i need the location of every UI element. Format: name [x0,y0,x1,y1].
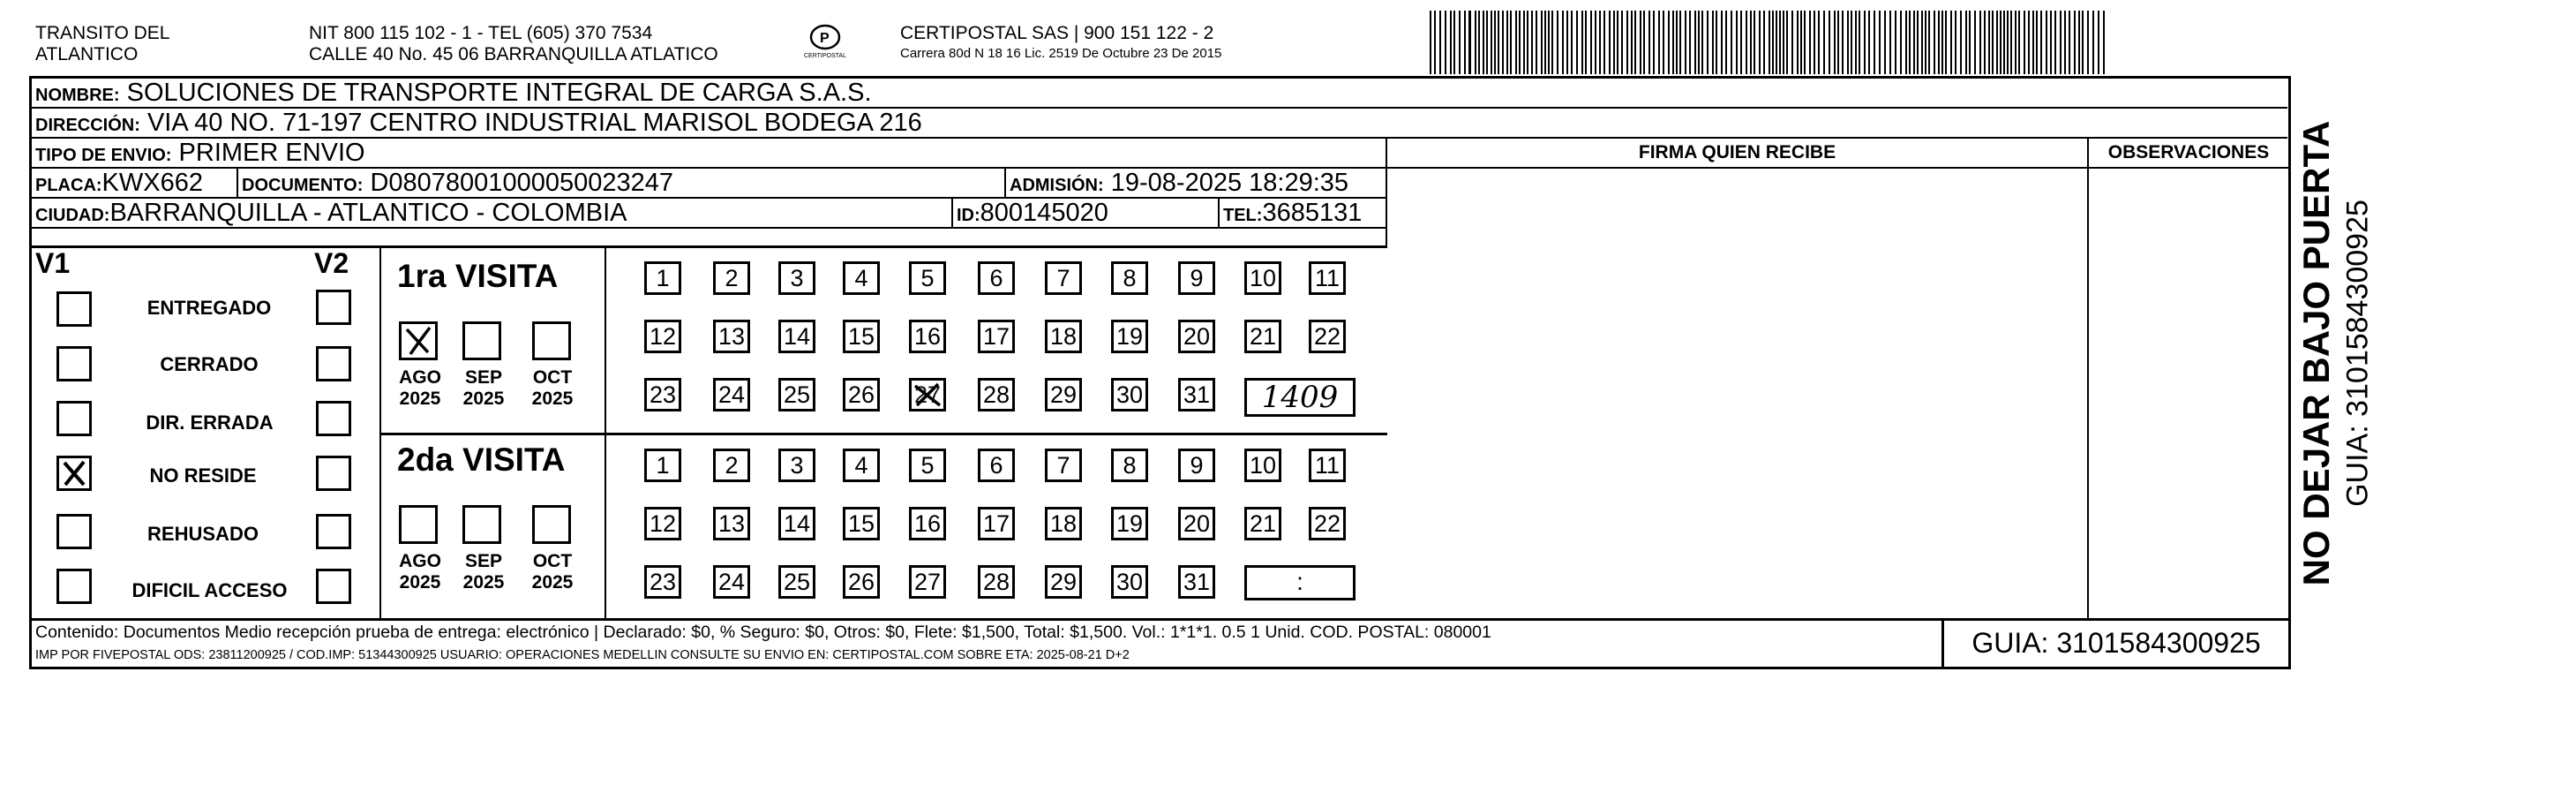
tel-cell [1220,199,1387,229]
tipo-label: TIPO DE ENVIO: [35,146,172,165]
first-month-ago-box[interactable] [399,321,438,360]
day-box-6[interactable]: 6 [978,261,1015,295]
status-cerrado: CERRADO [160,353,259,375]
day-box-2[interactable]: 2 [713,261,750,295]
v1-checkbox-entregado[interactable] [56,291,92,327]
second-month-oct [526,551,579,593]
day-box-9[interactable]: 9 [1178,261,1215,295]
day-box-11[interactable]: 11 [1309,261,1346,295]
documento-cell [238,169,1006,197]
day-box-8[interactable]: 8 [1111,449,1148,482]
observaciones-label: OBSERVACIONES [2089,139,2288,169]
day-box-10[interactable]: 10 [1244,261,1281,295]
placa-cell [32,169,238,197]
day-box-1[interactable]: 1 [644,449,681,482]
day-box-21[interactable]: 21 [1244,320,1281,353]
org-name [35,23,169,65]
second-month-sep [457,551,510,593]
placa-label: PLACA: [35,176,102,195]
day-box-13[interactable]: 13 [713,507,750,540]
month-label: SEP [464,551,503,571]
v1-checkbox-dir-errada[interactable] [56,401,92,436]
day-box-12[interactable]: 12 [644,507,681,540]
v2-label: V2 [314,247,349,279]
id-value: 800145020 [980,199,1108,227]
logo-text: CERTIPOSTAL [804,53,846,59]
day-box-17[interactable]: 17 [978,507,1015,540]
side-guia: GUIA: 3101584300925 [2340,200,2375,507]
day-box-7[interactable]: 7 [1045,449,1082,482]
day-box-31[interactable]: 31 [1178,378,1215,411]
first-month-oct-box[interactable] [532,321,571,360]
day-box-18[interactable]: 18 [1045,320,1082,353]
v1-checkbox-no-reside[interactable] [56,456,92,491]
row-direccion [32,109,2287,139]
side-warning: NO DEJAR BAJO PUERTA [2295,120,2337,586]
day-box-9[interactable]: 9 [1178,449,1215,482]
tipo-value: PRIMER ENVIO [178,139,365,167]
day-box-19[interactable]: 19 [1111,320,1148,353]
status-dir-errada: DIR. ERRADA [146,411,274,434]
ciudad-cell [32,199,953,229]
status-no-reside: NO RESIDE [149,464,257,487]
license-line: Carrera 80d N 18 16 Lic. 2519 De Octubre 23 De 2015 [900,46,1222,61]
second-month-oct-box[interactable] [532,505,571,544]
day-box-12[interactable]: 12 [644,320,681,353]
admision-label: ADMISIÓN: [1010,176,1104,195]
certipostal-logo [794,19,856,67]
barcode [1430,11,2111,74]
day-box-24[interactable]: 24 [713,565,750,599]
day-box-23[interactable]: 23 [644,565,681,599]
admision-cell [1006,169,1387,197]
svg-text:P: P [820,31,830,46]
visit-mid-rule [605,245,606,618]
first-month-sep [457,367,510,410]
day-box-16[interactable]: 16 [909,320,946,353]
month-label: OCT [532,551,573,571]
status-dificil-acceso: DIFICIL ACCESO [131,579,288,601]
month-label: SEP [464,367,503,388]
v1-checkbox-cerrado[interactable] [56,346,92,381]
day-box-22[interactable]: 22 [1309,320,1346,353]
day-box-3[interactable]: 3 [778,261,815,295]
nit-line: NIT 800 115 102 - 1 - TEL (605) 370 7534 [309,23,653,43]
day-box-5[interactable]: 5 [909,261,946,295]
day-box-11[interactable]: 11 [1309,449,1346,482]
grid-top-rule [32,245,1387,248]
row-tipo [32,139,1387,169]
address-line: CALLE 40 No. 45 06 BARRANQUILLA ATLATICO [309,44,718,64]
ciudad-label: CIUDAD: [35,206,110,225]
day-box-30[interactable]: 30 [1111,565,1148,599]
day-box-31[interactable]: 31 [1178,565,1215,599]
firma-label: FIRMA QUIEN RECIBE [1387,139,2089,169]
day-box-28[interactable]: 28 [978,565,1015,599]
second-month-ago [394,551,447,593]
day-box-30[interactable]: 30 [1111,378,1148,411]
day-box-28[interactable]: 28 [978,378,1015,411]
company-info [900,23,1221,64]
v2-checkbox-dificil-acceso[interactable] [316,569,351,604]
day-box-19[interactable]: 19 [1111,507,1148,540]
side-warning-area [2294,88,2339,618]
direccion-value: VIA 40 NO. 71-197 CENTRO INDUSTRIAL MARISOL BODEGA 216 [146,109,922,137]
status-entregado: ENTREGADO [146,297,272,319]
day-box-8[interactable]: 8 [1111,261,1148,295]
first-visit-title: 1ra VISITA [397,258,559,294]
visit-divider [379,433,1387,435]
day-box-7[interactable]: 7 [1045,261,1082,295]
first-visit-time-box[interactable]: 1409 [1244,378,1356,417]
month-label: AGO [399,367,441,388]
day-box-27[interactable]: 27 [909,565,946,599]
admision-value: 19-08-2025 18:29:35 [1110,169,1349,197]
v2-checkbox-cerrado[interactable] [316,346,351,381]
day-box-4[interactable]: 4 [843,449,880,482]
v1-label: V1 [35,247,71,279]
day-box-15[interactable]: 15 [843,507,880,540]
org-contact [309,23,718,65]
year-label: 2025 [399,572,441,593]
org-line-1: TRANSITO DEL [35,23,170,43]
second-month-ago-box[interactable] [399,505,438,544]
org-line-2: ATLANTICO [35,44,139,64]
day-box-25[interactable]: 25 [778,378,815,411]
day-mark-icon [912,381,943,409]
day-box-14[interactable]: 14 [778,320,815,353]
row-nombre [32,79,2287,109]
visit-left-rule [379,245,381,618]
second-visit-title: 2da VISITA [397,442,566,478]
day-box-24[interactable]: 24 [713,378,750,411]
day-box-2[interactable]: 2 [713,449,750,482]
first-month-sep-box[interactable] [462,321,501,360]
ciudad-value: BARRANQUILLA - ATLANTICO - COLOMBIA [109,199,627,227]
day-box-4[interactable]: 4 [843,261,880,295]
row-placa [32,169,1387,199]
company-line: CERTIPOSTAL SAS | 900 151 122 - 2 [900,23,1214,43]
placa-value: KWX662 [101,169,203,197]
first-month-ago [394,367,447,410]
day-label: 27 [913,381,942,408]
second-visit-time-box[interactable]: : [1244,565,1356,600]
day-box-5[interactable]: 5 [909,449,946,482]
imp-line: IMP POR FIVEPOSTAL ODS: 23811200925 / COD.IMP: 51344300925 USUARIO: OPERACIONES MEDELLIN CONSULTE SU ENVIO EN: CERTIPOSTAL.COM SOBRE ETA: 2025-08-21 D+2 [35,648,1130,662]
year-label: 2025 [462,389,505,409]
row-ciudad [32,199,1387,245]
day-box-29[interactable]: 29 [1045,565,1082,599]
day-box-13[interactable]: 13 [713,320,750,353]
day-box-20[interactable]: 20 [1178,507,1215,540]
day-box-14[interactable]: 14 [778,507,815,540]
v2-checkbox-dir-errada[interactable] [316,401,351,436]
day-box-16[interactable]: 16 [909,507,946,540]
side-guia-area [2340,88,2376,618]
status-rehusado: REHUSADO [147,523,259,545]
day-box-20[interactable]: 20 [1178,320,1215,353]
first-month-oct [526,367,579,410]
day-box-26[interactable]: 26 [843,378,880,411]
second-month-sep-box[interactable] [462,505,501,544]
day-box-6[interactable]: 6 [978,449,1015,482]
year-label: 2025 [531,389,574,409]
logo-icon [794,19,856,67]
contenido-line: Contenido: Documentos Medio recepción prueba de entrega: electrónico | Declarado: $0, % Seguro: $0, Otros: $0, Flete: $1,500, Total: $1,500. Vol.: 1*1*1. 0.5 1 Unid. COD. POSTAL: 080001 [35,623,1491,642]
direccion-label: DIRECCIÓN: [35,116,140,135]
day-box-25[interactable]: 25 [778,565,815,599]
v1-checkbox-dificil-acceso[interactable] [56,569,92,604]
documento-label: DOCUMENTO: [242,176,364,195]
day-box-29[interactable]: 29 [1045,378,1082,411]
month-label: AGO [399,551,441,571]
v2-checkbox-rehusado[interactable] [316,514,351,549]
id-cell [953,199,1220,229]
day-box-26[interactable]: 26 [843,565,880,599]
v2-checkbox-no-reside[interactable] [316,456,351,491]
v2-checkbox-entregado[interactable] [316,290,351,325]
documento-value: D08078001000050023247 [370,169,673,197]
day-box-23[interactable]: 23 [644,378,681,411]
day-box-1[interactable]: 1 [644,261,681,295]
day-box-15[interactable]: 15 [843,320,880,353]
day-box-17[interactable]: 17 [978,320,1015,353]
day-box-10[interactable]: 10 [1244,449,1281,482]
day-box-3[interactable]: 3 [778,449,815,482]
check-x-icon [59,458,89,488]
day-box-27[interactable] [909,378,946,411]
year-label: 2025 [531,572,574,593]
guia-box: GUIA: 3101584300925 [1941,621,2288,667]
month-label: OCT [532,367,573,388]
check-x-icon [402,324,435,358]
signature-area[interactable] [1387,169,2089,618]
nombre-value: SOLUCIONES DE TRANSPORTE INTEGRAL DE CARGA S.A.S. [126,79,872,107]
nombre-label: NOMBRE: [35,86,120,105]
v1-checkbox-rehusado[interactable] [56,514,92,549]
year-label: 2025 [462,572,505,593]
observaciones-area[interactable] [2089,169,2288,618]
tel-label: TEL: [1223,206,1263,225]
id-label: ID: [957,206,980,225]
tel-value: 3685131 [1262,199,1363,227]
day-box-21[interactable]: 21 [1244,507,1281,540]
day-box-22[interactable]: 22 [1309,507,1346,540]
year-label: 2025 [399,389,441,409]
day-box-18[interactable]: 18 [1045,507,1082,540]
